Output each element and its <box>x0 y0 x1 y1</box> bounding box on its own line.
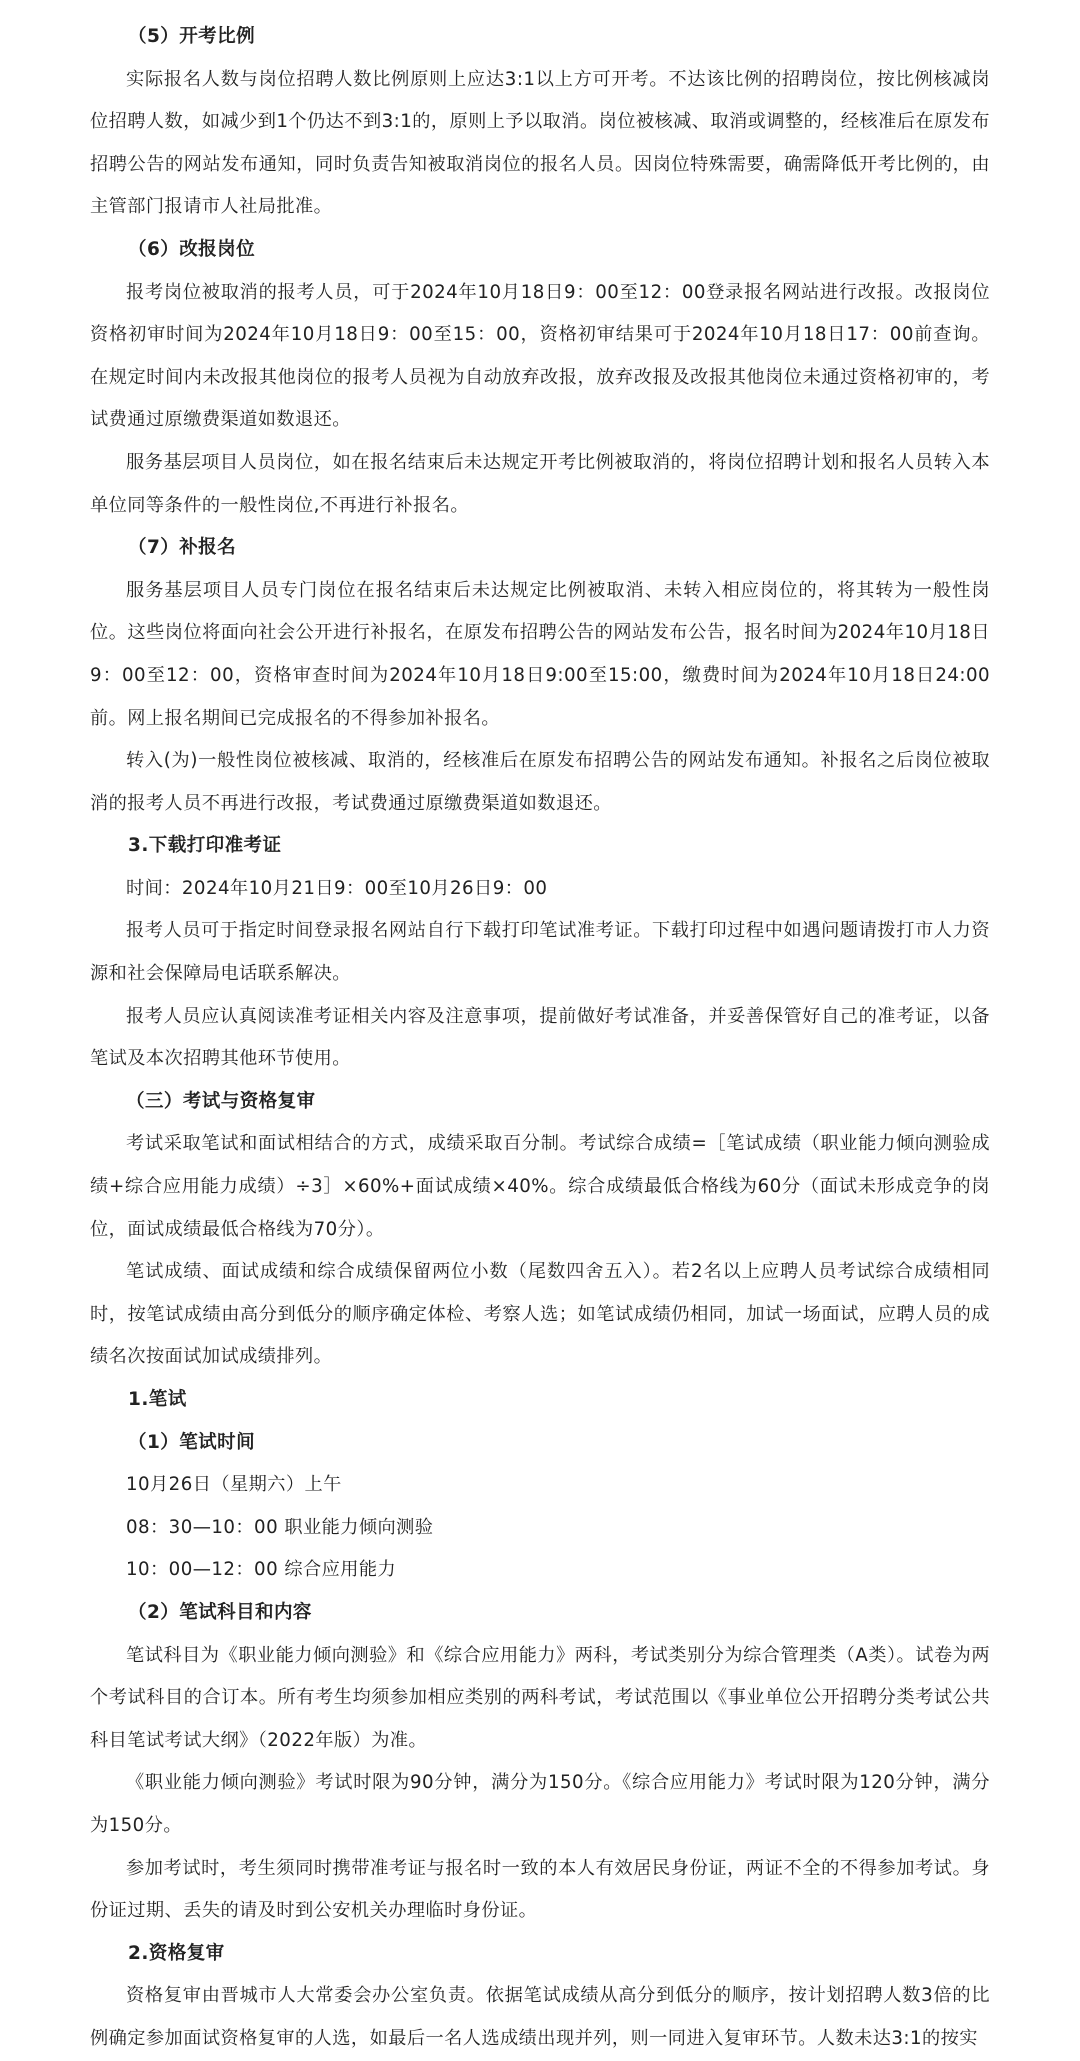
paragraph-exam-date: 10月26日（星期六）上午 <box>126 1474 342 1496</box>
paragraph-exam-slot-1: 08：30—10：00 职业能力倾向测验 <box>126 1516 434 1538</box>
paragraph-score-ranking: 笔试成绩、面试成绩和综合成绩保留两位小数（尾数四舍五入）。若2名以上应聘人员考试综合成绩相同时，按笔试成绩由高分到低分的顺序确定体检、考察人选；如笔试成绩仍相同，加试一场面试，应聘人员的成绩名次按面试加试成绩排列。 <box>90 1261 990 1368</box>
paragraph-score-formula: 考试采取笔试和面试相结合的方式，成绩采取百分制。考试综合成绩=［笔试成绩（职业能力倾向测验成绩+综合应用能力成绩）÷3］×60%+面试成绩×40%。综合成绩最低合格线为60分（面试未形成竞争的岗位，面试成绩最低合格线为70分）。 <box>90 1133 990 1240</box>
paragraph-exam-subjects: 笔试科目为《职业能力倾向测验》和《综合应用能力》两科，考试类别分为综合管理类（A类）。试卷为两个考试科目的合订本。所有考生均须参加相应类别的两科考试，考试范围以《事业单位公开招聘分类考试公共科目笔试考试大纲》（2022年版）为准。 <box>90 1644 990 1751</box>
section-heading-supplementary-registration: （7）补报名 <box>128 537 237 559</box>
paragraph-qualification-review: 资格复审由晋城市人大常委会办公室负责。依据笔试成绩从高分到低分的顺序，按计划招聘人数3倍的比例确定参加面试资格复审的人选，如最后一名人选成绩出现并列，则一同进入复审环节。人数未达3:1的按实 <box>90 1985 990 2049</box>
section-heading-qualification-review: 2.资格复审 <box>128 1942 225 1964</box>
paragraph-exam-slot-2: 10：00—12：00 综合应用能力 <box>126 1559 397 1581</box>
section-heading-exam-time: （1）笔试时间 <box>128 1431 256 1453</box>
paragraph-exam-id: 参加考试时，考生须同时携带准考证与报名时一致的本人有效居民身份证，两证不全的不得参加考试。身份证过期、丢失的请及时到公安机关办理临时身份证。 <box>90 1857 990 1922</box>
paragraph-ticket-time: 时间：2024年10月21日9：00至10月26日9：00 <box>126 877 548 899</box>
section-heading-open-ratio: （5）开考比例 <box>128 26 256 47</box>
paragraph-exam-duration: 《职业能力倾向测验》考试时限为90分钟，满分为150分。《综合应用能力》考试时限为120分钟，满分为150分。 <box>90 1772 990 1836</box>
paragraph-supplementary-registration: 服务基层项目人员专门岗位在报名结束后未达规定比例被取消、未转入相应岗位的，将其转为一般性岗位。这些岗位将面向社会公开进行补报名，在原发布招聘公告的网站发布公告，报名时间为2024年10月18日9：00至12：00，资格审查时间为2024年10月18日9:00至15:00，缴费时间为2024年10月18日24:00前。网上报名期间已完成报名的不得参加补报名。 <box>90 579 990 729</box>
section-heading-written-exam: 1.笔试 <box>128 1389 187 1410</box>
paragraph-change-position: 报考岗位被取消的报考人员，可于2024年10月18日9：00至12：00登录报名网站进行改报。改报岗位资格初审时间为2024年10月18日9：00至15：00，资格初审结果可于2024年10月18日17：00前查询。在规定时间内未改报其他岗位的报考人员视为自动放弃改报，放弃改报及改报其他岗位未通过资格初审的，考试费通过原缴费渠道如数退还。 <box>90 281 990 431</box>
paragraph-ticket-notice: 报考人员应认真阅读准考证相关内容及注意事项，提前做好考试准备，并妥善保管好自己的准考证，以备笔试及本次招聘其他环节使用。 <box>90 1005 990 1070</box>
section-heading-exam-subjects: （2）笔试科目和内容 <box>128 1601 312 1623</box>
paragraph-grassroots-positions: 服务基层项目人员岗位，如在报名结束后未达规定开考比例被取消的，将岗位招聘计划和报名人员转入本单位同等条件的一般性岗位,不再进行补报名。 <box>90 451 990 516</box>
section-heading-exam-review: （三）考试与资格复审 <box>126 1090 316 1112</box>
section-heading-change-position: （6）改报岗位 <box>128 238 256 260</box>
paragraph-supplementary-cancel: 转入(为)一般性岗位被核减、取消的，经核准后在原发布招聘公告的网站发布通知。补报名之后岗位被取消的报考人员不再进行改报，考试费通过原缴费渠道如数退还。 <box>90 750 990 814</box>
paragraph-open-ratio: 实际报名人数与岗位招聘人数比例原则上应达3:1以上方可开考。不达该比例的招聘岗位，按比例核减岗位招聘人数，如减少到1个仍达不到3:1的，原则上予以取消。岗位被核减、取消或调整的，经核准后在原发布招聘公告的网站发布通知，同时负责告知被取消岗位的报名人员。因岗位特殊需要，确需降低开考比例的，由主管部门报请市人社局批准。 <box>90 68 990 218</box>
section-heading-admission-ticket: 3.下载打印准考证 <box>128 835 282 857</box>
paragraph-ticket-download: 报考人员可于指定时间登录报名网站自行下载打印笔试准考证。下载打印过程中如遇问题请拨打市人力资源和社会保障局电话联系解决。 <box>90 920 990 985</box>
